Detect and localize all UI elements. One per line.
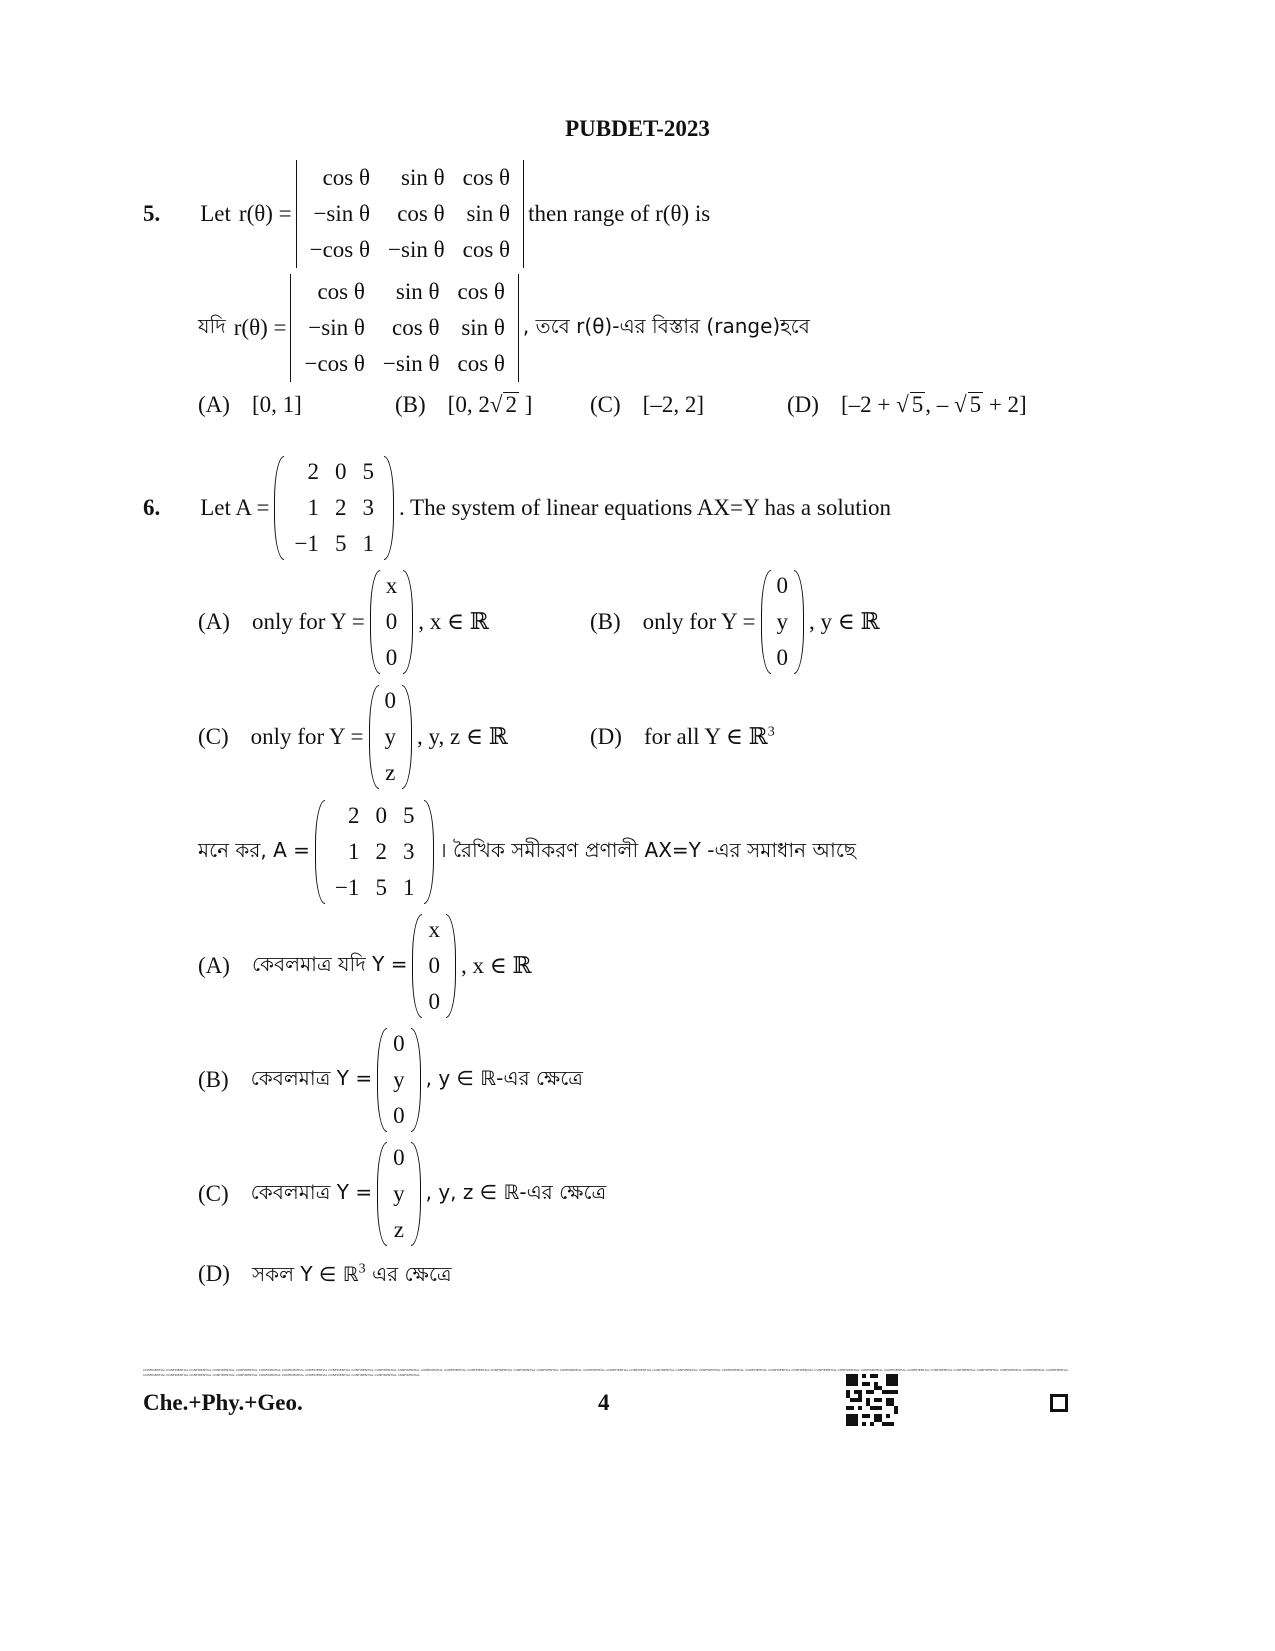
question-5-tail-en: then range of r(θ) is: [528, 201, 711, 226]
option-d-bn: (D) সকল Y ∈ ℝ$^3$ এর ক্ষেত্রে: [198, 1261, 452, 1286]
option-b-bn: (B) কেবলমাত্র Y = 0 y 0 , y ∈ ℝ-এর ক্ষেত্রে: [198, 1026, 583, 1134]
option-b: (B) only for Y = 0 y 0 , y ∈ ℝ: [590, 568, 880, 676]
vector: 0 y 0: [377, 1026, 421, 1134]
subject-footer: Che.+Phy.+Geo.: [143, 1390, 303, 1415]
vector: x 0 0: [370, 568, 414, 676]
let-a: Let A =: [200, 495, 270, 520]
option-d: (D) for all Y ∈ ℝ$^3$: [590, 724, 775, 749]
qr-code-icon: [846, 1374, 898, 1426]
security-microtext-line: CONFIDENTIAL CONFIDENTIAL CONFIDENTIAL CONFIDENTIAL CONFIDENTIAL CONFIDENTIAL CONFIDENTIAL CONFIDENTIAL CONFIDENTIAL CONFIDENTIAL CONFIDENTIAL CONFIDENTIAL CONFIDENTIAL CONFIDENTIAL CONFIDENTIAL CONFIDENTIAL CONFIDENTIAL CONFIDENTIAL CONFIDENTIAL CONFIDENTIAL CONFIDENTIAL CONFIDENTIAL CONFIDENTIAL CONFIDENTIAL CONFIDENTIAL CONFIDENTIAL CONFIDENTIAL CONFIDENTIAL CONFIDENTIAL CONFIDENTIAL CONFIDENTIAL CONFIDENTIAL CONFIDENTIAL CONFIDENTIAL CONFIDENTIAL CONFIDENTIAL CONFIDENTIAL CONFIDENTIAL CONFIDENTIAL CONFIDENTIAL CONFIDENTIAL CONFIDENTIAL CONFIDENTIAL CONFIDENTIAL CONFIDENTIAL CONFIDENTIAL CONFIDENTIAL CONFIDENTIAL CONFIDENTIAL CONFIDENTIAL CONFIDENTIAL CONFIDENTIAL: [143, 1368, 1069, 1377]
vector: 0 y z: [369, 683, 413, 791]
question-5-statement: [143, 160, 710, 268]
question-6-tail-bn: । রৈখিক সমীকরণ প্রণালী AX=Y -এর সমাধান আছে: [439, 837, 856, 862]
r-theta: r(θ) =: [238, 201, 292, 226]
matrix-a: 2 0 5 1 2 3 −1 5 1: [274, 454, 393, 562]
matrix-a-bn: 2 0 5 1 2 3 −1 5 1: [315, 798, 434, 906]
vector: 0 y 0: [761, 568, 805, 676]
option-a: (A) [0, 1]: [198, 392, 302, 417]
question-6-tail-en: . The system of linear equations AX=Y has a solution: [398, 495, 892, 520]
determinant-table: cos θ sin θ cos θ −sin θ cos θ sin θ −cos θ −sin θ cos θ: [309, 165, 511, 262]
option-c-bn: (C) কেবলমাত্র Y = 0 y z , y, z ∈ ℝ-এর ক্ষেত্রে: [198, 1140, 606, 1248]
square-marker-icon: [1050, 1394, 1068, 1412]
question-number: 5.: [143, 201, 161, 226]
vector: 0 y z: [377, 1140, 421, 1248]
bn-let-a: মনে কর, A =: [198, 837, 310, 862]
question-5-tail-bn: , তবে r(θ)-এর বিস্তার (range)হবে: [522, 313, 810, 338]
option-b: (B) [0, 2√ 2 ]: [395, 392, 533, 417]
question-number: 6.: [143, 495, 161, 520]
option-c: (C) [–2, 2]: [590, 392, 704, 417]
bn-if: যদি: [198, 313, 226, 338]
option-a-bn: (A) কেবলমাত্র যদি Y = x 0 0 , x ∈ ℝ: [198, 912, 532, 1020]
determinant: [296, 160, 524, 268]
question-6-statement-bn: [198, 798, 856, 906]
page-number: 4: [598, 1390, 610, 1415]
option-a: (A) only for Y = x 0 0 , x ∈ ℝ: [198, 568, 489, 676]
question-6-statement: [143, 454, 891, 562]
r-theta-bn: r(θ) =: [233, 315, 287, 340]
determinant-bn: cos θ sin θ cos θ −sin θ cos θ sin θ −cos θ −sin θ cos θ: [290, 274, 518, 382]
let-text: Let: [200, 201, 231, 226]
vector: x 0 0: [412, 912, 456, 1020]
question-5-statement-bn: [198, 274, 810, 382]
page-title: PUBDET-2023: [565, 116, 710, 141]
option-d: (D) [–2 + √ 5, – √ 5 + 2]: [787, 392, 1027, 417]
option-c: (C) only for Y = 0 y z , y, z ∈ ℝ: [198, 683, 508, 791]
